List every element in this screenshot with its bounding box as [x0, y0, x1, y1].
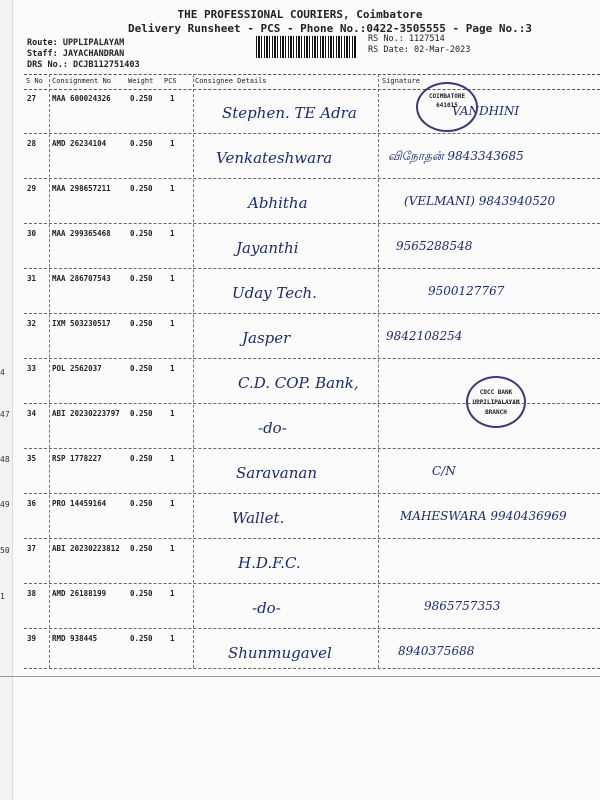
edge-mark: 48	[0, 455, 10, 464]
receiver-signature: 9842108254	[386, 329, 463, 343]
company-title: THE PROFESSIONAL COURIERS, Coimbatore	[177, 8, 423, 21]
consignee-name: Wallet.	[232, 509, 285, 527]
weight-value: 0.250	[130, 139, 153, 148]
edge-mark: 49	[0, 500, 10, 509]
serial-number: 37	[27, 544, 37, 553]
barcode	[256, 36, 356, 58]
pcs-value: 1	[170, 634, 175, 643]
staff-label: Staff: JAYACHANDRAN	[27, 49, 125, 59]
serial-number: 27	[27, 94, 37, 103]
bank-stamp: CDCC BANK UPPILIPALAYAM BRANCH	[466, 376, 526, 428]
table-row	[24, 223, 600, 269]
serial-number: 29	[27, 184, 37, 193]
pcs-value: 1	[170, 589, 175, 598]
consignment-number: IXM 503230517	[52, 319, 111, 328]
consignee-name: -do-	[252, 599, 281, 617]
serial-number: 30	[27, 229, 37, 238]
serial-number: 33	[27, 364, 37, 373]
weight-value: 0.250	[130, 94, 153, 103]
receiver-signature: 8940375688	[398, 644, 475, 658]
receiver-signature: MAHESWARA 9940436969	[400, 509, 567, 523]
consignee-name: Shunmugavel	[228, 644, 332, 662]
serial-number: 34	[27, 409, 37, 418]
consignment-number: RSP 1778227	[52, 454, 102, 463]
pcs-value: 1	[170, 364, 175, 373]
weight-value: 0.250	[130, 409, 153, 418]
col-header-signature: Signature	[382, 77, 420, 85]
table-row	[24, 493, 600, 539]
weight-value: 0.250	[130, 589, 153, 598]
weight-value: 0.250	[130, 544, 153, 553]
serial-number: 35	[27, 454, 37, 463]
consignment-number: AMD 26234104	[52, 139, 107, 148]
rs-date: RS Date: 02-Mar-2023	[368, 45, 471, 55]
receiver-signature: 9500127767	[428, 284, 505, 298]
edge-mark: 1	[0, 592, 5, 601]
pcs-value: 1	[170, 499, 175, 508]
serial-number: 39	[27, 634, 37, 643]
consignee-name: Jasper	[242, 329, 291, 347]
weight-value: 0.250	[130, 184, 153, 193]
drs-number: DRS No.: DCJB112751403	[27, 60, 140, 70]
col-header-weight: Weight	[128, 77, 154, 85]
serial-number: 32	[27, 319, 37, 328]
receiver-signature: 9565288548	[396, 239, 473, 253]
col-header-consignment: Consignment No	[52, 77, 112, 85]
consignment-number: MAA 286707543	[52, 274, 111, 283]
consignee-name: -do-	[258, 419, 287, 437]
runsheet-subtitle: Delivery Runsheet - PCS - Phone No.:0422-3505555 - Page No.:3	[128, 22, 532, 35]
receiver-signature: (VELMANI) 9843940520	[404, 194, 556, 208]
serial-number: 28	[27, 139, 37, 148]
table-row	[24, 448, 600, 494]
route-label: Route: UPPLIPALAYAM	[27, 38, 125, 48]
receiver-signature: VANDHINI	[452, 104, 520, 118]
page-bottom-line	[0, 676, 600, 677]
pcs-value: 1	[170, 94, 175, 103]
consignee-name: Abhitha	[248, 194, 308, 212]
table-row	[24, 538, 600, 584]
consignment-number: AMD 26188199	[52, 589, 107, 598]
table-row	[24, 178, 600, 224]
pcs-value: 1	[170, 409, 175, 418]
serial-number: 38	[27, 589, 37, 598]
consignee-name: Stephen. TE Adra	[222, 104, 357, 122]
serial-number: 36	[27, 499, 37, 508]
table-row	[24, 268, 600, 314]
pcs-value: 1	[170, 184, 175, 193]
consignee-name: H.D.F.C.	[238, 554, 301, 572]
consignment-number: MAA 298657211	[52, 184, 111, 193]
table-row	[24, 133, 600, 179]
weight-value: 0.250	[130, 454, 153, 463]
weight-value: 0.250	[130, 229, 153, 238]
courier-stamp: COIMBATORE 641015	[416, 82, 478, 132]
pcs-value: 1	[170, 454, 175, 463]
pcs-value: 1	[170, 319, 175, 328]
consignment-number: MAA 299365468	[52, 229, 111, 238]
pcs-value: 1	[170, 139, 175, 148]
pcs-value: 1	[170, 229, 175, 238]
consignment-number: RMD 938445	[52, 634, 98, 643]
weight-value: 0.250	[130, 319, 153, 328]
receiver-signature: விநோதன் 9843343685	[388, 149, 524, 163]
table-row	[24, 313, 600, 359]
weight-value: 0.250	[130, 364, 153, 373]
serial-number: 31	[27, 274, 37, 283]
consignee-name: Jayanthi	[236, 239, 299, 257]
table-row	[24, 583, 600, 629]
rs-number: RS No.: 1127514	[368, 34, 445, 44]
weight-value: 0.250	[130, 499, 153, 508]
consignment-number: PRO 14459164	[52, 499, 107, 508]
edge-mark: 50	[0, 546, 10, 555]
page-edge-strip	[0, 0, 13, 800]
col-header-sno: S No	[26, 77, 43, 85]
pcs-value: 1	[170, 544, 175, 553]
consignment-number: POL 2562037	[52, 364, 102, 373]
receiver-signature: C/N	[432, 464, 456, 478]
edge-mark: 47	[0, 410, 10, 419]
consignment-number: ABI 20230223797	[52, 409, 120, 418]
col-header-consignee: Consignee Details	[195, 77, 267, 85]
receiver-signature: 9865757353	[424, 599, 501, 613]
consignee-name: Uday Tech.	[232, 284, 317, 302]
col-header-pcs: PCS	[164, 77, 177, 85]
consignment-number: ABI 20230223812	[52, 544, 120, 553]
consignee-name: Saravanan	[236, 464, 318, 482]
pcs-value: 1	[170, 274, 175, 283]
consignee-name: C.D. COP. Bank,	[238, 374, 359, 392]
table-row	[24, 628, 600, 669]
weight-value: 0.250	[130, 634, 153, 643]
table-row	[24, 88, 600, 134]
consignee-name: Venkateshwara	[216, 149, 333, 167]
weight-value: 0.250	[130, 274, 153, 283]
consignment-number: MAA 600024326	[52, 94, 111, 103]
edge-mark: 4	[0, 368, 5, 377]
